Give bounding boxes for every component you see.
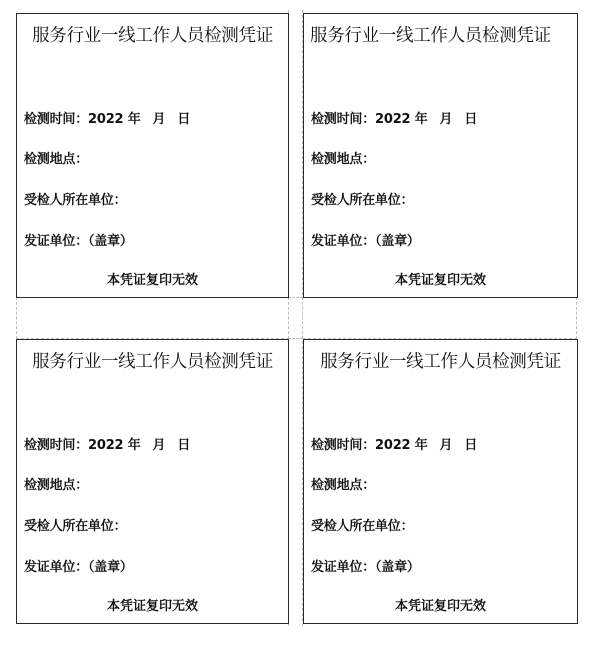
certificate-title: 服务行业一线工作人员检测凭证 <box>32 352 273 372</box>
gap-guide-left <box>16 297 289 339</box>
employer-label: 受检人所在单位： <box>311 519 414 534</box>
day-label: 日 <box>177 438 191 453</box>
employer-label: 受检人所在单位： <box>24 193 127 208</box>
footer-note: 本凭证复印无效 <box>106 599 198 614</box>
month-label: 月 <box>439 112 453 127</box>
footer-note: 本凭证复印无效 <box>394 599 486 614</box>
test-location-label: 检测地点： <box>24 478 89 493</box>
gap-guide-right <box>303 297 577 339</box>
test-time-label: 检测时间：2022 年 <box>24 112 141 127</box>
gap-guide-top <box>288 10 303 300</box>
footer-note: 本凭证复印无效 <box>106 273 198 288</box>
month-label: 月 <box>439 438 453 453</box>
day-label: 日 <box>177 112 191 127</box>
issuer-label: 发证单位：（盖章） <box>24 234 133 249</box>
employer-label: 受检人所在单位： <box>24 519 127 534</box>
month-label: 月 <box>152 438 166 453</box>
certificate-title: 服务行业一线工作人员检测凭证 <box>310 26 551 46</box>
test-time-field <box>24 434 190 453</box>
certificate-card-bottom-left <box>16 339 289 624</box>
footer-note: 本凭证复印无效 <box>394 273 486 288</box>
test-location-label: 检测地点： <box>24 152 89 167</box>
test-time-field <box>311 434 477 453</box>
day-label: 日 <box>464 438 478 453</box>
month-label: 月 <box>152 112 166 127</box>
certificate-title: 服务行业一线工作人员检测凭证 <box>320 352 561 372</box>
issuer-label: 发证单位：（盖章） <box>311 560 420 575</box>
test-location-label: 检测地点： <box>311 152 376 167</box>
issuer-label: 发证单位：（盖章） <box>311 234 420 249</box>
test-time-label: 检测时间：2022 年 <box>24 438 141 453</box>
employer-label: 受检人所在单位： <box>311 193 414 208</box>
test-time-field <box>24 108 190 127</box>
gap-guide-bottom <box>288 336 303 626</box>
certificate-card-top-right <box>303 13 578 298</box>
day-label: 日 <box>464 112 478 127</box>
certificate-title: 服务行业一线工作人员检测凭证 <box>32 26 273 46</box>
test-time-label: 检测时间：2022 年 <box>311 438 428 453</box>
test-time-label: 检测时间：2022 年 <box>311 112 428 127</box>
gap-guide-center <box>288 297 303 339</box>
certificate-card-bottom-right <box>303 339 578 624</box>
test-location-label: 检测地点： <box>311 478 376 493</box>
test-time-field <box>311 108 477 127</box>
certificate-card-top-left <box>16 13 289 298</box>
issuer-label: 发证单位：（盖章） <box>24 560 133 575</box>
